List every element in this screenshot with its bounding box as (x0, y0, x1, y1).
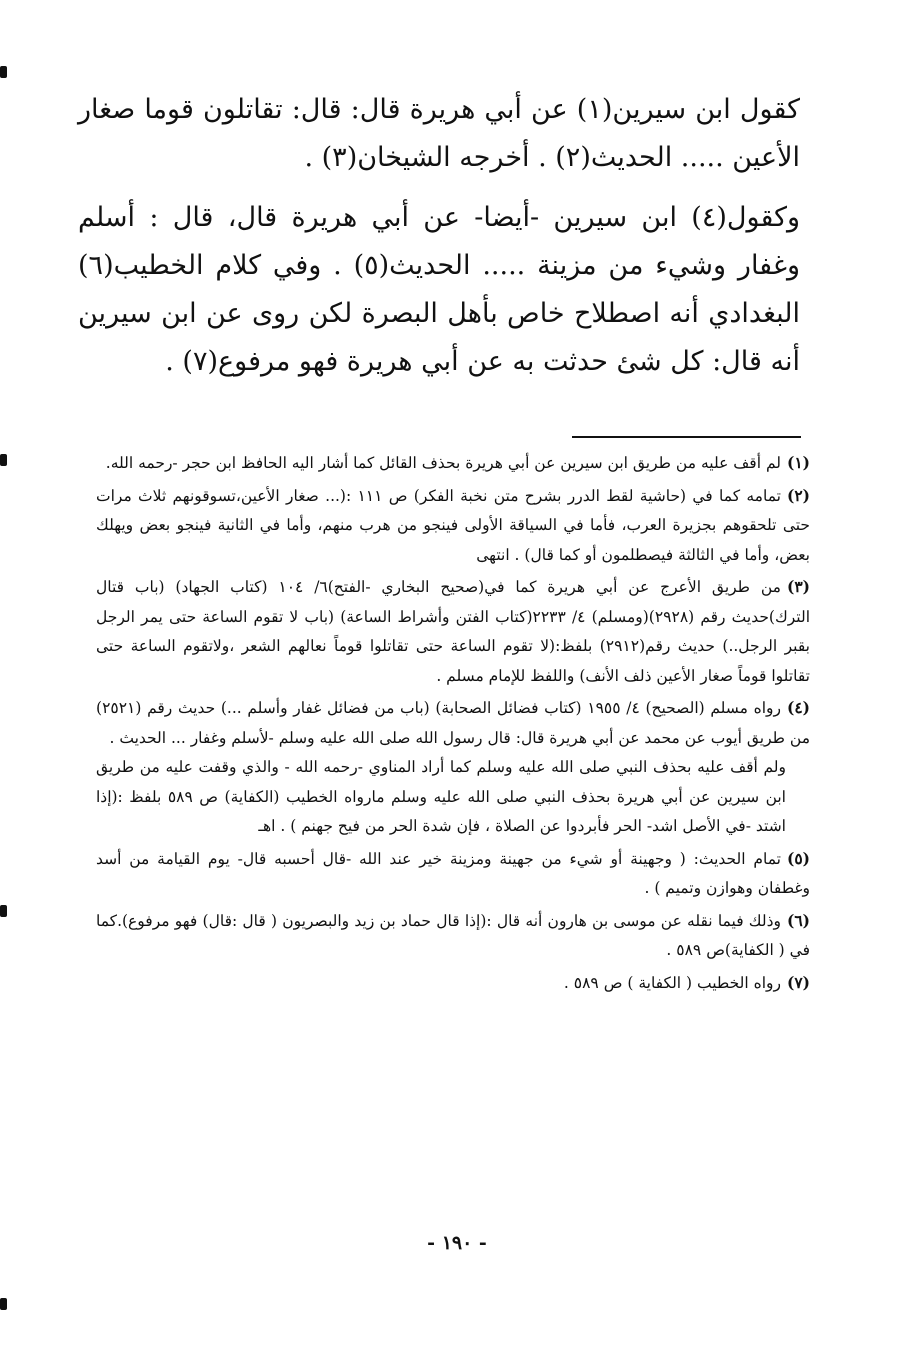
footnote-number: (٤) (787, 698, 811, 717)
footnote-text: تمام الحديث: ( وجهينة أو شيء من جهينة ومزينة خير عند الله -قال أحسبه قال- يوم القيامة من أسد وغطفان وهوازن وتميم ) . (96, 849, 810, 897)
paragraph-2: وكقول(٤) ابن سيرين -أيضا- عن أبي هريرة قال، قال : أسلم وغفار وشيء من مزينة ..... الحديث(٥) . وفي كلام الخطيب(٦) البغدادي أنه اصطلاح خاص بأهل البصرة لكن روى عن ابن سيرين أنه قال: كل شئ حدثت به عن أبي هريرة فهو مرفوع(٧) . (78, 202, 801, 377)
footnote-text: من طريق الأعرج عن أبي هريرة كما في(صحيح البخاري -الفتح)٦/ ١٠٤ (كتاب الجهاد) (باب قتال الترك)حديث رقم (٢٩٢٨)(ومسلم) ٤/ ٢٢٣٣(كتاب الفتن وأشراط الساعة) (باب لا تقوم الساعة حتى يمر الرجل بقبر الرجل..) حديث رقم(٢٩١٢) بلفظ:(لا تقوم الساعة حتى تقاتلوا قوماً نعالهم الشعر ،ولاتقوم الساعة حتى تقاتلوا قوماً صغار الأعين ذلف الأنف) واللفظ للإمام مسلم . (96, 578, 810, 685)
margin-mark (0, 454, 7, 466)
footnote-text: وذلك فيما نقله عن موسى بن هارون أنه قال :(إذا قال حماد بن زيد والبصريون ( قال :قال) فهو مرفوع).كما في ( الكفاية)ص ٥٨٩ . (96, 911, 810, 959)
footnote-7 (96, 968, 810, 999)
margin-mark (0, 1298, 7, 1310)
footnote-number: (٦) (786, 910, 810, 930)
footnote-text: تمامه كما في (حاشية لقط الدرر بشرح متن نخبة الفكر) ص ١١١ :(... صغار الأعين،تسوقونهم ثلاث مرات حتى تلحقوهم بجزيرة العرب، فأما في السياقة الأولى فينجو من هرب منهم، وأما في الثانية فينجو بعض ويهلك بعض، وأما في الثالثة فيصطلمون أو كما قال) . انتهى (96, 486, 810, 564)
paragraph-1: كقول ابن سيرين(١) عن أبي هريرة قال: قال: تقاتلون قوما صغار الأعين ..... الحديث(٢) . أخرجه الشيخان(٣) . (78, 94, 800, 173)
footnote-6 (96, 906, 810, 966)
footnote-2 (96, 481, 810, 571)
footnotes (96, 448, 810, 1000)
footnote-text: لم أقف عليه من طريق ابن سيرين عن أبي هريرة بحذف القائل كما أشار اليه الحافظ ابن حجر -رحمه الله. (105, 454, 781, 472)
footnote-divider (572, 436, 801, 438)
footnote-text: رواه مسلم (الصحيح) ٤/ ١٩٥٥ (كتاب فضائل الصحابة) (باب من فضائل غفار وأسلم ...) حديث رقم (٢٥٢١) من طريق أيوب عن محمد عن أبي هريرة قال: قال رسول الله صلى الله عليه وسلم -لأسلم وغفار ... الحديث . (96, 699, 810, 747)
footnote-number: (٢) (786, 485, 810, 505)
margin-mark (0, 66, 7, 78)
footnote-number: (٣) (786, 577, 810, 596)
footnote-5 (96, 844, 810, 904)
margin-mark (0, 905, 7, 917)
footnote-number: (١) (786, 453, 810, 472)
page-number: - ١٩٠ - (427, 1232, 487, 1254)
footnote-number: (٥) (786, 848, 810, 868)
footnote-continuation: ولم أقف عليه بحذف النبي صلى الله عليه وسلم كما أراد المناوي -رحمه الله - والذي وقفت عليه من طريق ابن سيرين عن أبي هريرة بحذف النبي صلى الله عليه وسلم مارواه الخطيب (الكفاية) ص ٥٨٩ بلفظ :(إذا اشتد -في الأصل اشد- الحر فأبردوا عن الصلاة ، فإن شدة الحر من فيح جهنم ) . اهـ (96, 758, 786, 835)
footnote-3 (96, 572, 810, 691)
footnote-4 (96, 693, 810, 842)
footnote-text: رواه الخطيب ( الكفاية ) ص ٥٨٩ . (563, 973, 781, 992)
main-text (78, 86, 800, 386)
footnote-1 (96, 448, 810, 479)
footnote-number: (٧) (786, 972, 810, 992)
